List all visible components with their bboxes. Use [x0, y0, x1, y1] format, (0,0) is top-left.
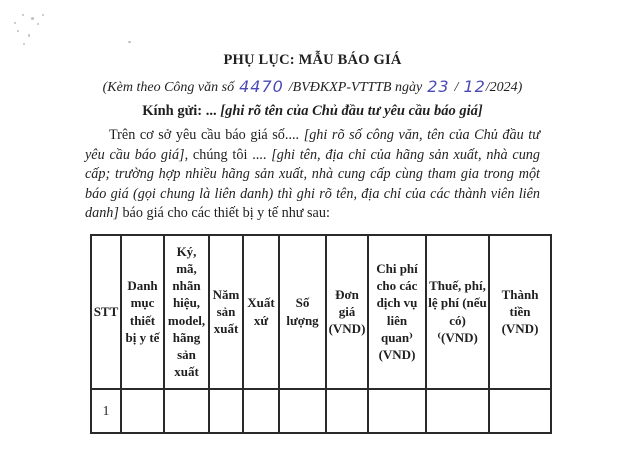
column-header: Thuế, phí, lệ phí (nếu có) ⁽(VND): [426, 235, 489, 389]
paragraph-segment: Trên cơ sở yêu cầu báo giá số....: [109, 127, 304, 143]
scanner-speck: [28, 34, 30, 37]
scanner-speck: [14, 22, 16, 24]
document-content: [85, 52, 540, 434]
table-cell: [489, 389, 551, 433]
scanner-speck: [128, 41, 131, 43]
scanner-speck: [22, 14, 24, 16]
salutation-bold: Kính gửi: ...: [142, 103, 217, 119]
table-row: [91, 389, 551, 433]
quote-table-header-row: [91, 235, 551, 389]
scanner-speck: [37, 23, 39, 25]
paragraph-segment: [ghi tên, địa chỉ của hãng sản xuất, nhà cung cấp; trường hợp nhiều hãng sản xuất, nhà cung cấp cùng tham gia trong một báo giá (gọi chung là liên danh) thì ghi rõ tên, địa chỉ của các thành viên liên danh]: [85, 146, 540, 221]
table-cell: [209, 389, 243, 433]
handwritten-month: 12: [463, 77, 486, 96]
scanner-speck: [42, 14, 44, 16]
attachment-prefix: (Kèm theo Công văn số: [102, 80, 235, 95]
scanner-speck: [17, 30, 19, 32]
table-cell: [164, 389, 209, 433]
table-cell: [121, 389, 164, 433]
handwritten-doc-number: 4470: [239, 77, 284, 96]
table-cell: [426, 389, 489, 433]
scanner-speck: [23, 43, 25, 45]
quote-table-body: [91, 389, 551, 433]
column-header: Chi phí cho các dịch vụ liên quan⁾ (VND): [368, 235, 426, 389]
table-cell: 1: [91, 389, 121, 433]
table-cell: [243, 389, 279, 433]
column-header: Danh mục thiết bị y tế: [121, 235, 164, 389]
column-header: Số lượng: [279, 235, 326, 389]
column-header: Đơn giá (VND): [326, 235, 368, 389]
handwritten-day: 23: [427, 77, 450, 96]
column-header: Năm sản xuất: [209, 235, 243, 389]
paragraph-segment: báo giá cho các thiết bị y tế như sau:: [118, 205, 330, 221]
table-cell: [368, 389, 426, 433]
column-header: STT: [91, 235, 121, 389]
table-cell: [326, 389, 368, 433]
attachment-suffix: /2024): [485, 80, 523, 95]
body-paragraph: [85, 126, 540, 224]
paragraph-segment: [ghi rõ số công văn, tên của Chủ đầu tư yêu cầu báo giá]: [85, 127, 540, 163]
page-title: PHỤ LỤC: MẪU BÁO GIÁ: [223, 52, 402, 68]
scanner-speck: [31, 17, 34, 20]
attachment-middle: /BVĐKXP-VTTTB ngày: [288, 80, 423, 95]
column-header: Thành tiền (VND): [489, 235, 551, 389]
salutation-line: [85, 103, 540, 120]
table-cell: [279, 389, 326, 433]
paragraph-segment: , chúng tôi ....: [184, 146, 272, 163]
attachment-line: [85, 76, 540, 96]
attachment-separator: /: [454, 80, 459, 95]
column-header: Xuất xứ: [243, 235, 279, 389]
column-header: Ký, mã, nhãn hiệu, model, hãng sản xuất: [164, 235, 209, 389]
quotation-table: [90, 234, 552, 434]
salutation-placeholder: [ghi rõ tên của Chủ đầu tư yêu cầu báo giá]: [216, 103, 483, 119]
